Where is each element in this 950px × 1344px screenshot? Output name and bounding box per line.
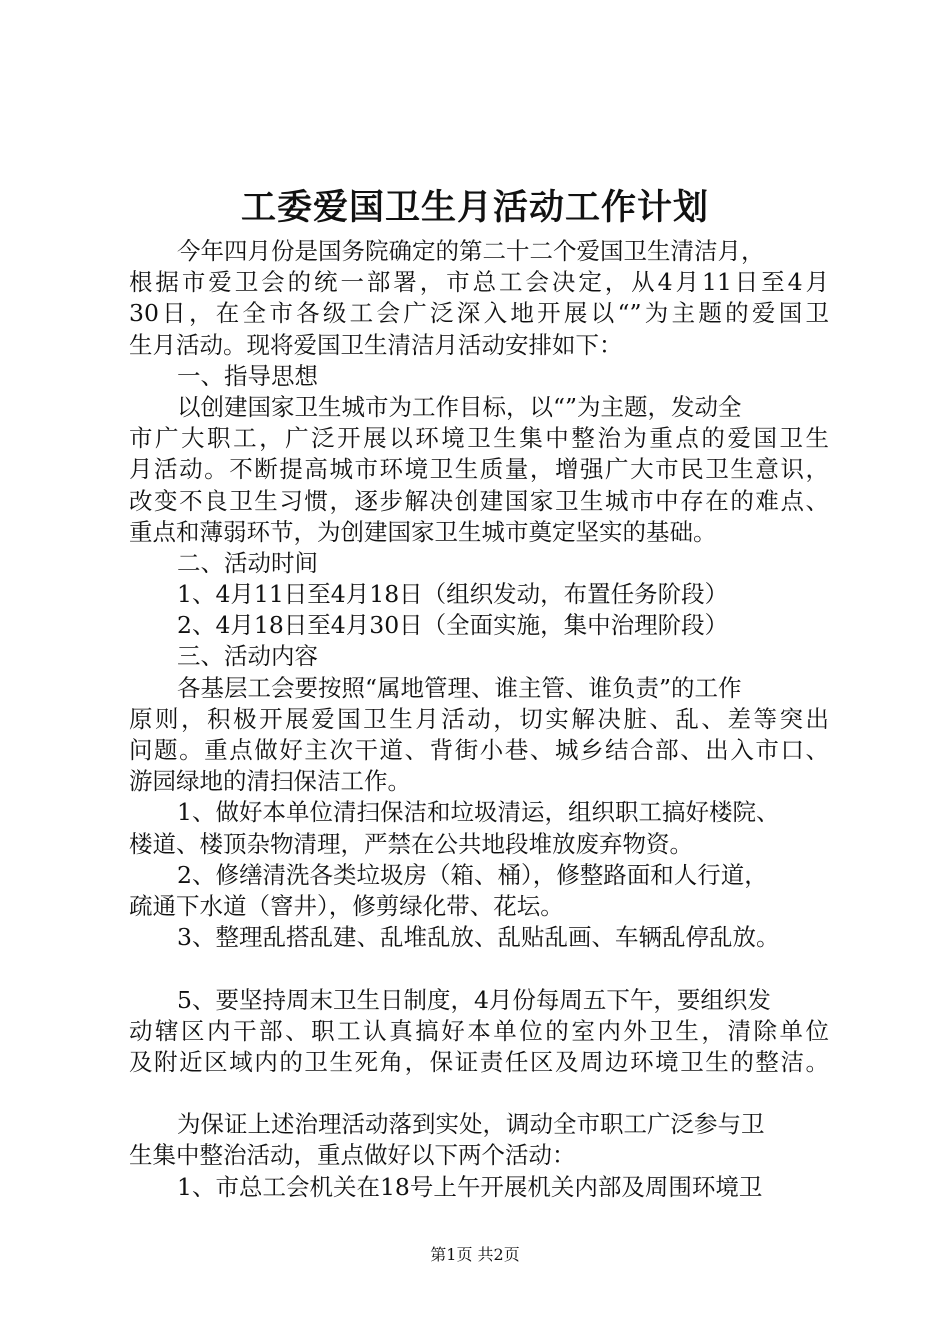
text-line: 动辖区内干部、职工认真搞好本单位的室内外卫生，清除单位 <box>129 1016 829 1045</box>
section-heading: 三、活动内容 <box>177 642 318 671</box>
section-heading: 一、指导思想 <box>177 361 318 390</box>
text-line: 为保证上述治理活动落到实处，调动全市职工广泛参与卫 <box>177 1110 765 1139</box>
text-line: 楼道、楼顶杂物清理，严禁在公共地段堆放废弃物资。 <box>129 829 693 858</box>
page-footer: 第1页 共2页 <box>430 1245 520 1264</box>
text-line: 根据市爱卫会的统一部署，市总工会决定，从4月11日至4月 <box>129 268 829 297</box>
text-line: 市广大职工，广泛开展以环境卫生集中整治为重点的爱国卫生 <box>129 424 829 453</box>
text-line: 1、做好本单位清扫保洁和垃圾清运，组织职工搞好楼院、 <box>177 798 780 827</box>
text-line: 30日，在全市各级工会广泛深入地开展以“”为主题的爱国卫 <box>129 299 829 328</box>
text-line: 疏通下水道（窨井），修剪绿化带、花坛。 <box>129 891 564 920</box>
text-line: 1、市总工会机关在18号上午开展机关内部及周围环境卫 <box>177 1172 763 1201</box>
text-line: 5、要坚持周末卫生日制度，4月份每周五下午，要组织发 <box>177 985 771 1014</box>
text-line: 改变不良卫生习惯，逐步解决创建国家卫生城市中存在的难点、 <box>129 486 829 515</box>
text-line: 生月活动。现将爱国卫生清洁月活动安排如下： <box>129 330 623 359</box>
blank-line <box>129 1078 829 1109</box>
text-line: 2、4月18日至4月30日（全面实施，集中治理阶段） <box>177 611 729 640</box>
text-line: 生集中整治活动，重点做好以下两个活动： <box>129 1141 576 1170</box>
text-line: 各基层工会要按照“属地管理、谁主管、谁负责”的工作 <box>177 673 742 702</box>
text-line: 原则，积极开展爱国卫生月活动，切实解决脏、乱、差等突出 <box>129 704 829 733</box>
text-line: 问题。重点做好主次干道、背街小巷、城乡结合部、出入市口、 <box>129 736 829 764</box>
text-line: 今年四月份是国务院确定的第二十二个爱国卫生清洁月， <box>177 237 765 265</box>
text-line: 以创建国家卫生城市为工作目标，以“”为主题，发动全 <box>177 392 742 421</box>
text-line: 重点和薄弱环节，为创建国家卫生城市奠定坚实的基础。 <box>129 517 717 546</box>
text-line: 及附近区域内的卫生死角，保证责任区及周边环境卫生的整洁。 <box>129 1047 829 1076</box>
document-body <box>129 236 829 1203</box>
text-line: 月活动。不断提高城市环境卫生质量，增强广大市民卫生意识， <box>129 455 829 484</box>
document-title: 工委爱国卫生月活动工作计划 <box>240 187 709 228</box>
text-line: 游园绿地的清扫保洁工作。 <box>129 767 411 796</box>
section-heading: 二、活动时间 <box>177 548 318 577</box>
text-line: 1、4月11日至4月18日（组织发动，布置任务阶段） <box>177 580 729 609</box>
text-line: 2、修缮清洗各类垃圾房（箱、桶），修整路面和人行道， <box>177 860 768 889</box>
text-line: 3、整理乱搭乱建、乱堆乱放、乱贴乱画、车辆乱停乱放。 <box>177 923 780 952</box>
blank-line <box>129 953 829 984</box>
